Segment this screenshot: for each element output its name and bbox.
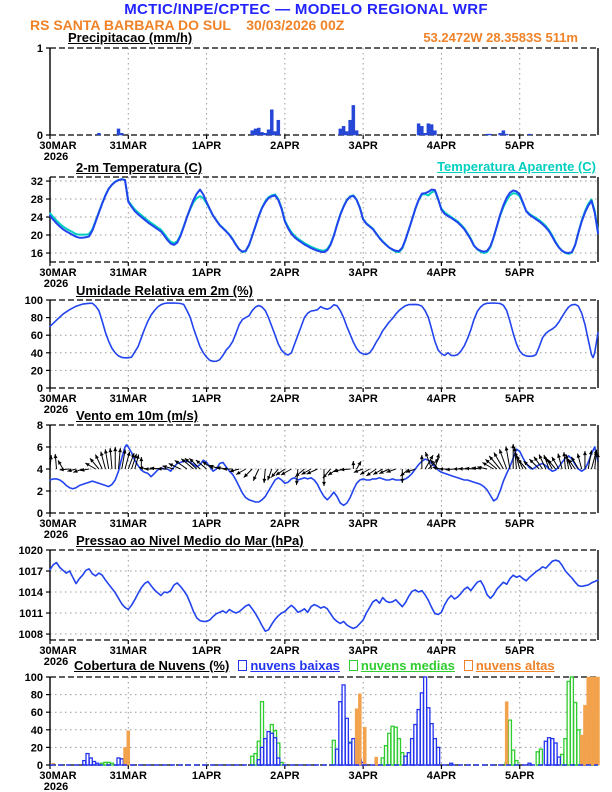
high-clouds-swatch-icon (464, 660, 473, 671)
svg-text:3APR: 3APR (348, 393, 378, 405)
svg-text:6: 6 (36, 442, 43, 454)
location-coordinates: 53.2472W 28.3583S 511m (423, 30, 578, 45)
svg-text:1: 1 (36, 43, 43, 55)
svg-text:5APR: 5APR (505, 267, 535, 279)
svg-text:4APR: 4APR (426, 140, 457, 152)
svg-text:32: 32 (30, 176, 43, 189)
svg-text:8: 8 (36, 420, 43, 432)
rh-plot (25, 295, 598, 416)
legend-item-high-clouds (464, 658, 555, 673)
legend-item-mid-clouds (349, 658, 455, 673)
svg-text:1APR: 1APR (191, 518, 222, 530)
svg-text:2026: 2026 (43, 529, 69, 541)
svg-text:80: 80 (30, 312, 43, 325)
svg-text:30MAR: 30MAR (39, 393, 77, 405)
humidity-panel-title: Umidade Relativa em 2m (%) (76, 283, 254, 298)
svg-text:24: 24 (30, 212, 43, 225)
svg-text:2APR: 2APR (270, 140, 300, 152)
svg-text:0: 0 (36, 760, 43, 772)
svg-text:2: 2 (36, 486, 43, 498)
svg-text:2026: 2026 (43, 151, 69, 163)
svg-text:31MAR: 31MAR (109, 518, 147, 530)
page-title: MCTIC/INPE/CPTEC — MODELO REGIONAL WRF (124, 1, 488, 18)
svg-text:1APR: 1APR (191, 770, 222, 782)
legend-label-mid-clouds: nuvens medias (360, 658, 455, 673)
svg-text:5APR: 5APR (505, 518, 535, 530)
svg-text:20: 20 (30, 742, 43, 755)
svg-text:2026: 2026 (43, 404, 69, 416)
svg-text:1APR: 1APR (191, 393, 222, 405)
svg-text:4APR: 4APR (426, 393, 457, 405)
svg-text:0: 0 (36, 383, 43, 395)
svg-text:2APR: 2APR (270, 267, 300, 279)
pres-plot (19, 545, 598, 668)
mid-clouds-swatch-icon (349, 660, 358, 671)
svg-text:4APR: 4APR (426, 770, 457, 782)
apparent-temp-legend: Temperatura Aparente (C) (437, 159, 596, 174)
svg-text:20: 20 (30, 365, 43, 378)
cloud-panel-title: Cobertura de Nuvens (%) (74, 658, 230, 673)
svg-text:2APR: 2APR (270, 645, 300, 657)
svg-text:31MAR: 31MAR (109, 267, 147, 279)
svg-text:28: 28 (30, 194, 43, 207)
svg-text:80: 80 (30, 689, 43, 702)
svg-text:31MAR: 31MAR (109, 393, 147, 405)
svg-text:4APR: 4APR (426, 267, 457, 279)
svg-text:30MAR: 30MAR (39, 645, 77, 657)
legend-label-low-clouds: nuvens baixas (250, 658, 340, 673)
precip-panel-title: Precipitacao (mm/h) (68, 30, 193, 45)
svg-text:60: 60 (30, 707, 43, 720)
station-date-line: RS SANTA BARBARA DO SUL 30/03/2026 00Z (30, 17, 345, 33)
svg-text:4APR: 4APR (426, 645, 457, 657)
svg-text:5APR: 5APR (505, 140, 535, 152)
svg-text:3APR: 3APR (348, 518, 378, 530)
svg-text:1APR: 1APR (191, 140, 222, 152)
svg-text:2026: 2026 (43, 278, 69, 290)
svg-text:1020: 1020 (18, 545, 43, 557)
svg-text:1APR: 1APR (191, 645, 222, 657)
svg-text:1008: 1008 (18, 629, 43, 642)
svg-text:100: 100 (24, 672, 43, 684)
svg-text:2APR: 2APR (270, 518, 300, 530)
svg-text:2026: 2026 (43, 656, 69, 668)
svg-text:2APR: 2APR (270, 393, 300, 405)
cloud-panel-header (74, 658, 555, 673)
svg-text:3APR: 3APR (348, 645, 378, 657)
svg-text:31MAR: 31MAR (109, 645, 147, 657)
svg-text:30MAR: 30MAR (39, 770, 77, 782)
temp-panel-title: 2-m Temperatura (C) (76, 160, 203, 175)
svg-text:2026: 2026 (43, 781, 69, 792)
wind-plot (37, 420, 600, 541)
svg-text:4: 4 (36, 464, 43, 476)
svg-text:5APR: 5APR (505, 645, 535, 657)
svg-text:60: 60 (30, 330, 43, 343)
pressure-panel-title: Pressao ao Nivel Medio do Mar (hPa) (76, 533, 304, 548)
svg-text:20: 20 (30, 230, 43, 243)
cloud-plot (25, 672, 600, 792)
legend-label-high-clouds: nuvens altas (475, 658, 555, 673)
svg-text:0: 0 (36, 508, 43, 520)
precip-plot (37, 43, 598, 163)
svg-text:30MAR: 30MAR (39, 267, 77, 279)
svg-text:5APR: 5APR (505, 770, 535, 782)
svg-text:40: 40 (30, 724, 43, 737)
svg-text:30MAR: 30MAR (39, 140, 77, 152)
temp-plot (31, 176, 598, 290)
wind-panel-title: Vento em 10m (m/s) (76, 408, 199, 423)
legend-item-low-clouds (238, 658, 340, 673)
svg-text:31MAR: 31MAR (109, 140, 147, 152)
svg-text:40: 40 (30, 347, 43, 360)
svg-text:0: 0 (36, 130, 43, 142)
svg-text:4APR: 4APR (426, 518, 457, 530)
svg-text:30MAR: 30MAR (39, 518, 77, 530)
svg-text:31MAR: 31MAR (109, 770, 147, 782)
low-clouds-swatch-icon (238, 660, 247, 671)
svg-text:1017: 1017 (18, 566, 43, 579)
svg-text:1APR: 1APR (191, 267, 222, 279)
svg-text:3APR: 3APR (348, 770, 378, 782)
svg-text:1014: 1014 (18, 587, 43, 600)
svg-text:16: 16 (30, 248, 43, 261)
svg-text:5APR: 5APR (505, 393, 535, 405)
svg-text:3APR: 3APR (348, 267, 378, 279)
svg-text:1011: 1011 (19, 608, 43, 621)
svg-text:2APR: 2APR (270, 770, 300, 782)
svg-text:100: 100 (24, 295, 43, 307)
svg-text:3APR: 3APR (348, 140, 378, 152)
